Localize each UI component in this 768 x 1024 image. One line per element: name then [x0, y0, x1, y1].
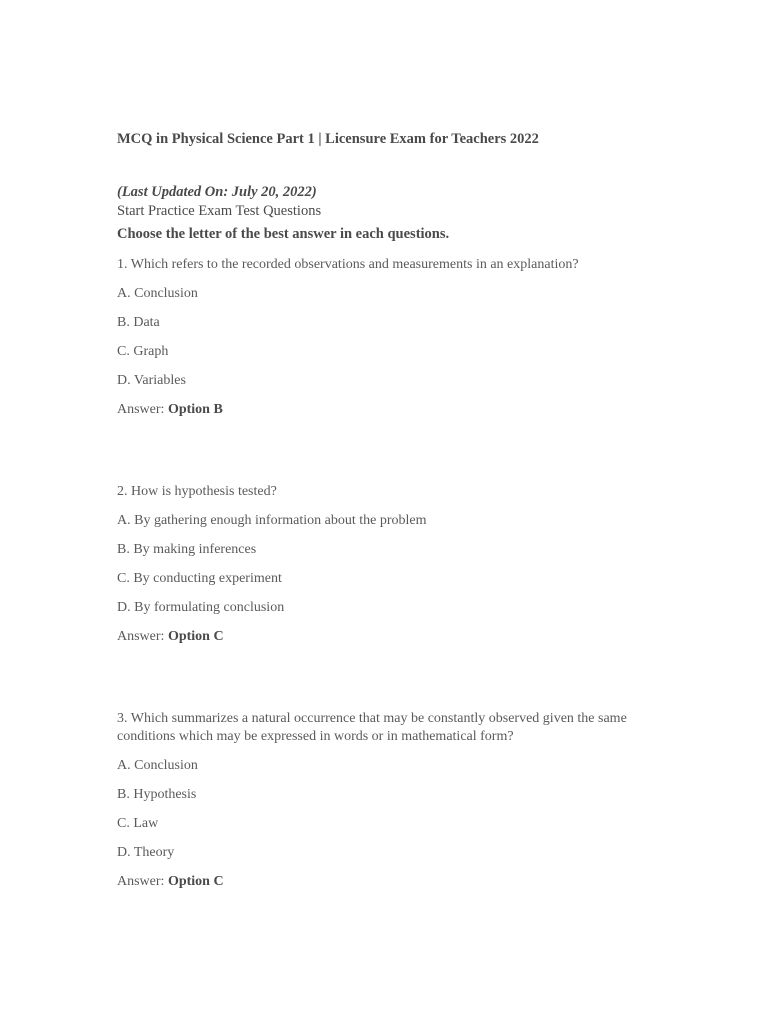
answer — [117, 873, 657, 891]
option-c: C. Graph — [117, 344, 169, 359]
option-b: B. Data — [117, 315, 160, 330]
answer — [117, 401, 657, 419]
option-a: A. By gathering enough information about the problem — [117, 513, 427, 528]
last-updated: (Last Updated On: July 20, 2022) — [117, 184, 317, 200]
answer-value: Option B — [167, 402, 223, 417]
answer-label: Answer: — [117, 629, 168, 644]
option-d: D. By formulating conclusion — [117, 600, 285, 615]
question-3 — [117, 710, 657, 891]
option-a: A. Conclusion — [117, 758, 198, 773]
option-b: B. Hypothesis — [117, 787, 197, 802]
question-2 — [117, 483, 657, 646]
option-b: B. By making inferences — [117, 542, 257, 557]
question-1 — [117, 256, 657, 419]
option-c: C. By conducting experiment — [117, 571, 282, 586]
answer-label: Answer: — [117, 402, 168, 417]
answer-label: Answer: — [117, 874, 168, 889]
start-practice-text: Start Practice Exam Test Questions — [117, 203, 322, 219]
question-text: 3. Which summarizes a natural occurrence that may be constantly observed given the same conditions which may be expressed in words or in mathematical form? — [117, 711, 627, 744]
instruction-text: Choose the letter of the best answer in each questions. — [117, 226, 450, 242]
answer — [117, 628, 657, 646]
answer-value: Option C — [167, 629, 224, 644]
question-text: 2. How is hypothesis tested? — [117, 484, 277, 499]
option-d: D. Theory — [117, 845, 175, 860]
option-a: A. Conclusion — [117, 286, 198, 301]
answer-value: Option C — [167, 874, 224, 889]
question-text: 1. Which refers to the recorded observations and measurements in an explanation? — [117, 257, 579, 272]
option-d: D. Variables — [117, 373, 186, 388]
option-c: C. Law — [117, 816, 159, 831]
page-title: MCQ in Physical Science Part 1 | Licensure Exam for Teachers 2022 — [117, 131, 539, 147]
